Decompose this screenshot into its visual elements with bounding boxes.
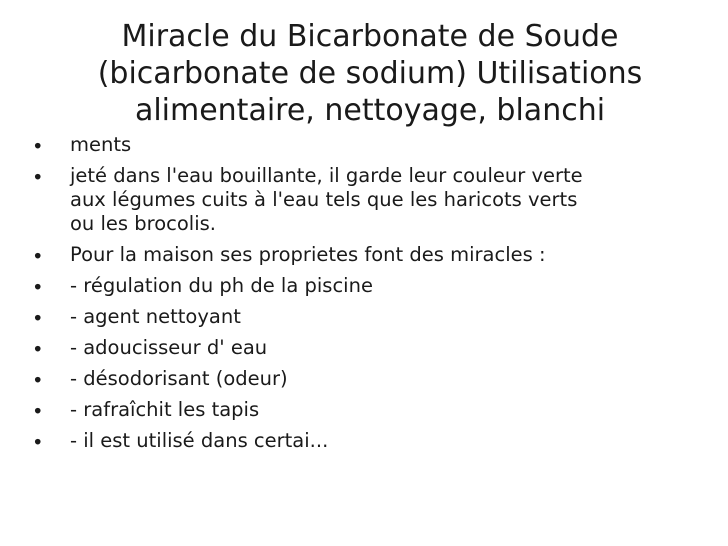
bullet-item — [28, 336, 708, 360]
bullet-text: - agent nettoyant — [70, 305, 241, 328]
slide-title-line: (bicarbonate de sodium) Utilisations — [97, 56, 643, 91]
slide-title — [60, 18, 680, 129]
bullet-text: - adoucisseur d' eau — [70, 336, 268, 359]
slide-title-line: alimentaire, nettoyage, blanchi — [134, 93, 606, 128]
bullet-text: - il est utilisé dans certai... — [70, 429, 329, 452]
bullet-icon: • — [32, 400, 44, 423]
bullet-icon: • — [32, 135, 44, 158]
bullet-item — [28, 164, 708, 236]
bullet-text: - rafraîchit les tapis — [70, 398, 260, 421]
bullet-text: Pour la maison ses proprietes font des miracles : — [70, 243, 546, 266]
bullet-text: - régulation du ph de la piscine — [70, 274, 373, 297]
bullet-item — [28, 367, 708, 391]
slide-title-line: Miracle du Bicarbonate de Soude — [121, 19, 619, 54]
bullet-icon: • — [32, 245, 44, 268]
bullet-list — [28, 133, 708, 460]
bullet-icon: • — [32, 307, 44, 330]
bullet-icon: • — [32, 431, 44, 454]
bullet-item — [28, 305, 708, 329]
bullet-icon: • — [32, 338, 44, 361]
bullet-icon: • — [32, 276, 44, 299]
bullet-item — [28, 274, 708, 298]
bullet-icon: • — [32, 166, 44, 189]
bullet-text: ments — [70, 133, 132, 156]
bullet-item — [28, 133, 708, 157]
bullet-item — [28, 429, 708, 453]
bullet-icon: • — [32, 369, 44, 392]
bullet-item — [28, 398, 708, 422]
bullet-item — [28, 243, 708, 267]
bullet-text: - désodorisant (odeur) — [70, 367, 288, 390]
bullet-text: jeté dans l'eau bouillante, il garde leur couleur verte — [70, 164, 583, 187]
bullet-text: ou les brocolis. — [70, 212, 217, 235]
bullet-text: aux légumes cuits à l'eau tels que les haricots verts — [70, 188, 578, 211]
